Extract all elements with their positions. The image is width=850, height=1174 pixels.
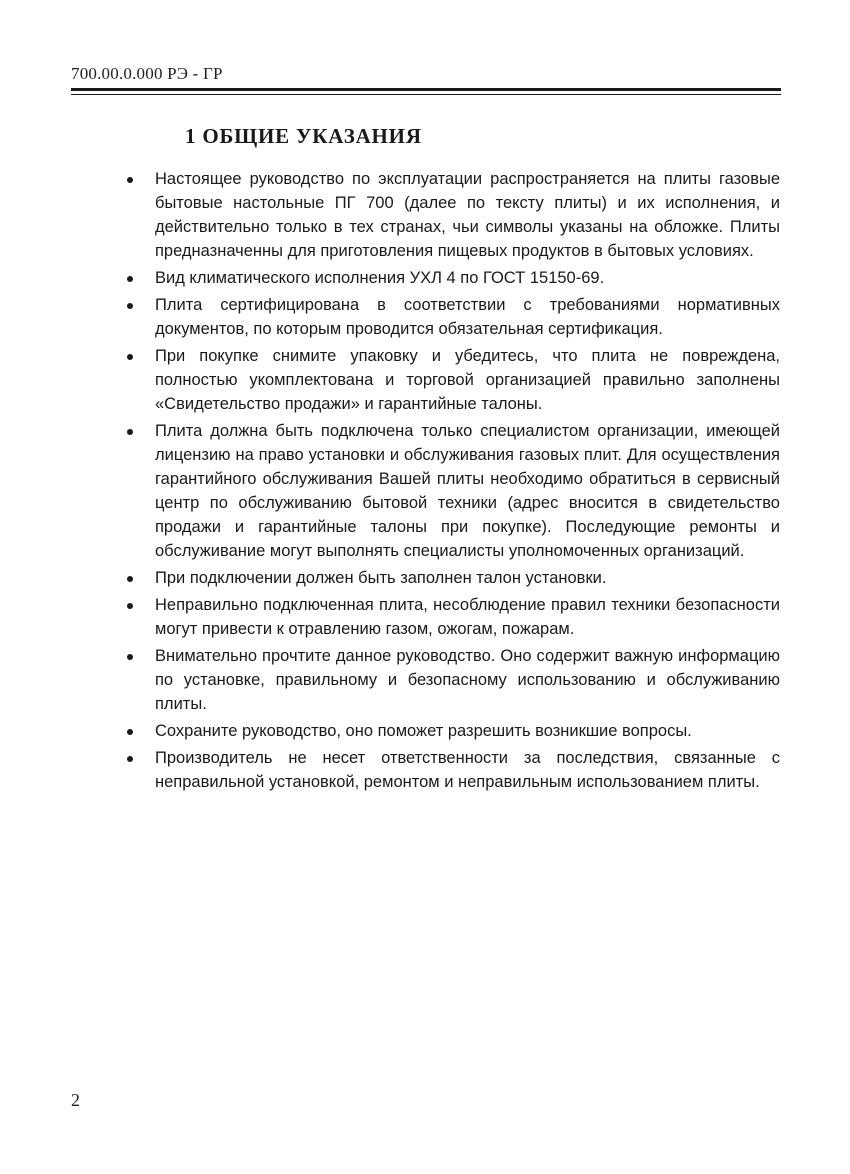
list-item (126, 746, 780, 794)
document-code: 700.00.0.000 РЭ - ГР (71, 64, 223, 83)
list-item (126, 266, 780, 290)
header-rule-thick (71, 88, 781, 91)
list-item (126, 566, 780, 590)
bullet-icon (127, 576, 133, 582)
list-item (126, 419, 780, 563)
list-item-text: Неправильно подключенная плита, несоблюдение правил техники безопасности могут привести к отравлению газом, ожогам, пожарам. (155, 596, 780, 638)
list-item-text: При подключении должен быть заполнен талон установки. (155, 569, 607, 587)
list-item (126, 167, 780, 263)
list-item (126, 644, 780, 716)
general-instructions-list (126, 167, 780, 797)
list-item (126, 719, 780, 743)
bullet-icon (127, 303, 133, 309)
list-item (126, 344, 780, 416)
bullet-icon (127, 603, 133, 609)
bullet-icon (127, 177, 133, 183)
list-item-text: Производитель не несет ответственности за последствия, связанные с неправильной установкой, ремонтом и неправильным использованием плиты. (155, 749, 780, 791)
header-rule-thin (71, 94, 781, 95)
list-item-text: Сохраните руководство, оно поможет разрешить возникшие вопросы. (155, 722, 692, 740)
list-item-text: Внимательно прочтите данное руководство. Оно содержит важную информацию по установке, правильному и безопасному использованию и обслуживанию плиты. (155, 647, 780, 713)
list-item-text: При покупке снимите упаковку и убедитесь, что плита не повреждена, полностью укомплектована и торговой организацией правильно заполнены «Свидетельство продажи» и гарантийные талоны. (155, 347, 780, 413)
list-item-text: Плита сертифицирована в соответствии с требованиями нормативных документов, по которым проводится обязательная сертификация. (155, 296, 780, 338)
list-item-text: Плита должна быть подключена только специалистом организации, имеющей лицензию на право установки и обслуживания газовых плит. Для осуществления гарантийного обслуживания Вашей плиты необходимо обратиться в сервисный центр по обслуживанию бытовой техники (адрес вносится в свидетельство продажи и гарантийные талоны при покупке). Последующие ремонты и обслуживание могут выполнять специалисты уполномоченных организаций. (155, 422, 780, 560)
list-item-text: Вид климатического исполнения УХЛ 4 по ГОСТ 15150-69. (155, 269, 605, 287)
list-item-text: Настоящее руководство по эксплуатации распространяется на плиты газовые бытовые настольные ПГ 700 (далее по тексту плиты) и их исполнения, и действительно только в тех странах, чьи символы указаны на обложке. Плиты предназначенны для приготовления пищевых продуктов в бытовых условиях. (155, 170, 780, 260)
bullet-icon (127, 756, 133, 762)
bullet-icon (127, 654, 133, 660)
bullet-icon (127, 354, 133, 360)
page-number: 2 (71, 1090, 80, 1110)
list-item (126, 593, 780, 641)
list-item (126, 293, 780, 341)
bullet-icon (127, 729, 133, 735)
bullet-icon (127, 276, 133, 282)
bullet-icon (127, 429, 133, 435)
section-title: 1 ОБЩИЕ УКАЗАНИЯ (185, 124, 422, 148)
